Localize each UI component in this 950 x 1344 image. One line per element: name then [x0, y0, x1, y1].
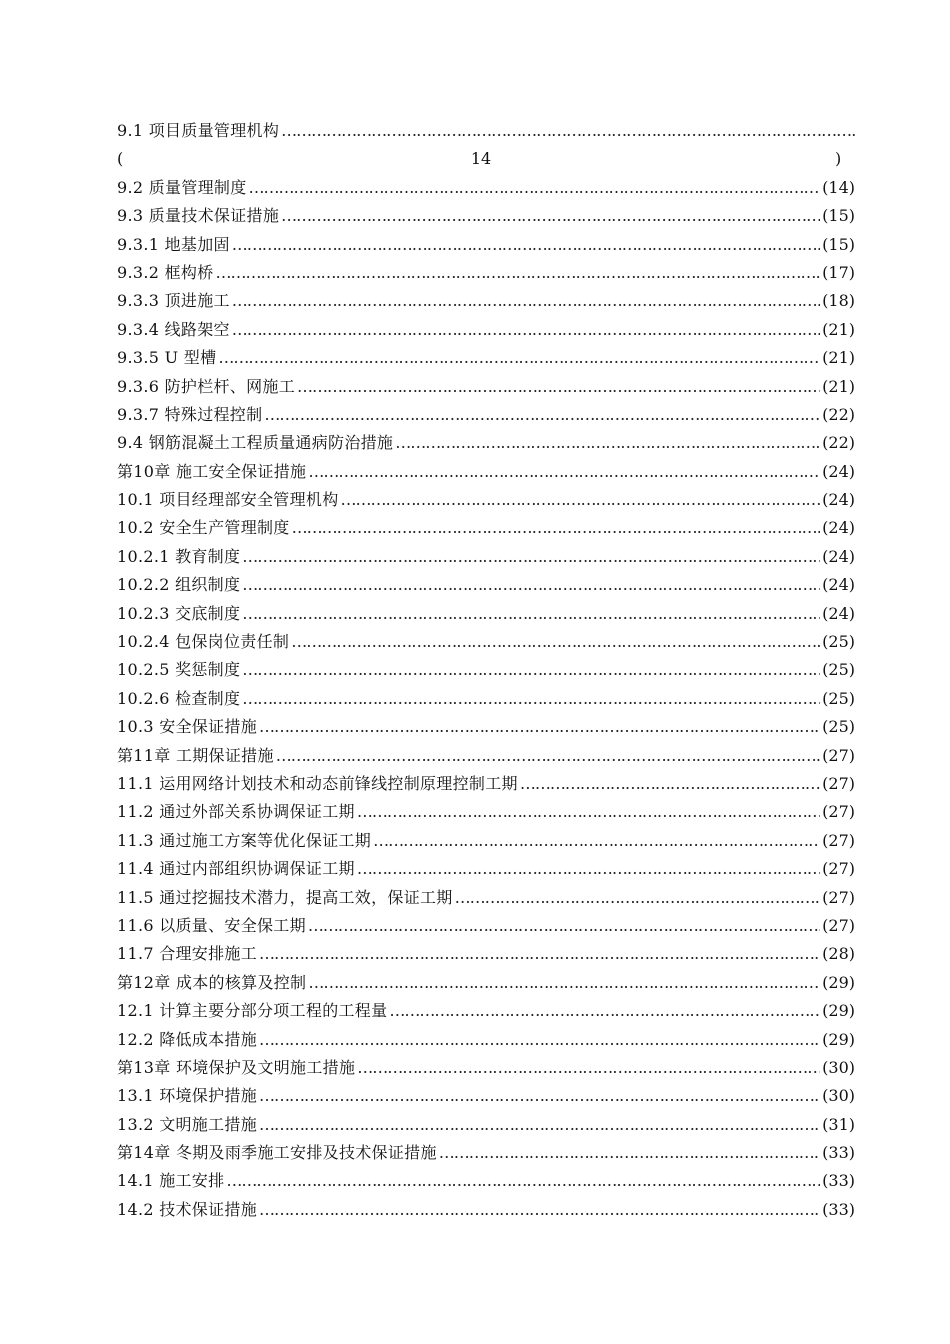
toc-entry-title: 9.1 项目质量管理机构 — [117, 121, 280, 140]
toc-entry-title: 11.3 通过施工方案等优化保证工期 — [117, 830, 372, 850]
dot-leader — [232, 287, 820, 315]
toc-entry-title: 11.5 通过挖掘技术潜力，提高工效，保证工期 — [117, 887, 453, 907]
toc-entry — [117, 344, 855, 372]
toc-entry-title: 10.2.2 组织制度 — [117, 575, 241, 595]
toc-entry-title: 9.3.4 线路架空 — [117, 319, 230, 339]
toc-entry-page: (25) — [822, 717, 855, 737]
toc-entry-page: (21) — [822, 348, 855, 368]
toc-entry-page: (24) — [822, 490, 855, 510]
dot-leader — [249, 174, 821, 202]
toc-entry — [117, 458, 855, 486]
toc-entry-page: (29) — [822, 972, 855, 992]
toc-entry-page: (25) — [822, 632, 855, 652]
toc-entry-title: 10.1 项目经理部安全管理机构 — [117, 490, 339, 510]
toc-entry-title: 14.2 技术保证措施 — [117, 1199, 258, 1219]
toc-entry-title: 12.2 降低成本措施 — [117, 1029, 258, 1049]
toc-entry — [117, 316, 855, 344]
toc-entry-title: 13.2 文明施工措施 — [117, 1114, 258, 1134]
toc-entry — [117, 401, 855, 429]
toc-entry — [117, 1054, 855, 1082]
toc-entry-title: 9.3.7 特殊过程控制 — [117, 404, 263, 424]
dot-leader — [242, 656, 820, 684]
toc-entry-page: (17) — [822, 262, 855, 282]
toc-entry-title: 10.2 安全生产管理制度 — [117, 518, 290, 538]
dot-leader — [520, 770, 820, 798]
toc-entry — [117, 656, 855, 684]
toc-entry — [117, 912, 855, 940]
dot-leader — [292, 514, 821, 542]
dot-leader — [232, 231, 820, 259]
toc-entry-page: (27) — [822, 745, 855, 765]
toc-entry — [117, 1167, 855, 1195]
toc-entry — [117, 1196, 855, 1224]
toc-entry-title: 9.3.2 框构桥 — [117, 262, 214, 282]
dot-leader — [291, 628, 820, 656]
dot-leader — [242, 685, 820, 713]
table-of-contents — [117, 117, 855, 1224]
toc-entry — [117, 1026, 855, 1054]
toc-entry — [117, 628, 855, 656]
toc-entry — [117, 571, 855, 599]
toc-entry-title: 10.2.1 教育制度 — [117, 546, 241, 566]
toc-entry-page: (22) — [822, 433, 855, 453]
toc-entry — [117, 855, 855, 883]
toc-entry-page: (27) — [822, 859, 855, 879]
dot-leader — [373, 827, 820, 855]
toc-entry — [117, 202, 855, 230]
toc-entry-title: 第12章 成本的核算及控制 — [117, 972, 307, 992]
toc-entry — [117, 429, 855, 457]
toc-entry — [117, 287, 855, 315]
toc-entry-page: (24) — [822, 546, 855, 566]
toc-entry-page: (31) — [822, 1114, 855, 1134]
dot-leader — [341, 486, 821, 514]
toc-entry-title: 9.3.6 防护栏杆、网施工 — [117, 376, 295, 396]
toc-entry — [117, 884, 855, 912]
dot-leader — [455, 884, 821, 912]
toc-entry-page: (27) — [822, 915, 855, 935]
toc-entry-page: (24) — [822, 518, 855, 538]
dot-leader — [242, 600, 820, 628]
toc-entry-page: (27) — [822, 773, 855, 793]
dot-leader — [308, 458, 820, 486]
dot-leader — [276, 742, 820, 770]
dot-leader — [308, 969, 820, 997]
toc-entry — [117, 543, 855, 571]
toc-entry-title: 10.2.5 奖惩制度 — [117, 660, 241, 680]
toc-entry-title: 10.2.6 检查制度 — [117, 688, 241, 708]
dot-leader — [259, 1111, 820, 1139]
toc-entry-title: 第13章 环境保护及文明施工措施 — [117, 1057, 356, 1077]
dot-leader — [281, 117, 855, 145]
toc-entry-title: 9.3.5 U 型槽 — [117, 348, 217, 368]
toc-entry — [117, 685, 855, 713]
toc-entry — [117, 1082, 855, 1110]
toc-entry — [117, 770, 855, 798]
dot-leader — [439, 1139, 820, 1167]
close-paren: ) — [835, 149, 842, 169]
dot-leader — [264, 401, 820, 429]
dot-leader — [242, 571, 820, 599]
toc-entry-page: (24) — [822, 603, 855, 623]
toc-entry-title: 9.2 质量管理制度 — [117, 177, 247, 197]
dot-leader — [259, 1196, 820, 1224]
toc-entry-page: (29) — [822, 1001, 855, 1021]
toc-entry — [117, 514, 855, 542]
toc-entry-page: (22) — [822, 404, 855, 424]
toc-entry-page: (15) — [822, 206, 855, 226]
toc-entry-page: (33) — [822, 1199, 855, 1219]
dot-leader — [308, 912, 820, 940]
toc-entry-title: 9.3 质量技术保证措施 — [117, 206, 280, 226]
toc-entry — [117, 259, 855, 287]
toc-entry — [117, 600, 855, 628]
toc-entry-page: 14 — [470, 149, 492, 169]
toc-entry — [117, 713, 855, 741]
toc-entry-title: 10.2.3 交底制度 — [117, 603, 241, 623]
toc-entry-title: 9.4 钢筋混凝土工程质量通病防治措施 — [117, 433, 394, 453]
dot-leader — [242, 543, 820, 571]
dot-leader — [389, 997, 820, 1025]
dot-leader — [297, 373, 820, 401]
toc-entry-title: 第14章 冬期及雨季施工安排及技术保证措施 — [117, 1143, 437, 1163]
toc-entry-title: 第11章 工期保证措施 — [117, 745, 274, 765]
dot-leader — [357, 798, 820, 826]
toc-entry-title: 10.3 安全保证措施 — [117, 717, 258, 737]
toc-entry — [117, 373, 855, 401]
toc-entry-page: (33) — [822, 1143, 855, 1163]
toc-entry-title: 9.3.1 地基加固 — [117, 234, 230, 254]
toc-entry-title: 11.6 以质量、安全保工期 — [117, 915, 306, 935]
toc-entry-title: 11.7 合理安排施工 — [117, 944, 258, 964]
dot-leader — [259, 1082, 820, 1110]
toc-entry-page: (15) — [822, 234, 855, 254]
toc-entry — [117, 798, 855, 826]
toc-entry-title: 9.3.3 顶进施工 — [117, 291, 230, 311]
dot-leader — [395, 429, 820, 457]
toc-entry-page-wrapped — [117, 145, 855, 173]
toc-entry-title: 11.2 通过外部关系协调保证工期 — [117, 802, 355, 822]
toc-entry-page: (24) — [822, 461, 855, 481]
dot-leader — [216, 259, 821, 287]
toc-entry-title: 11.1 运用网络计划技术和动态前锋线控制原理控制工期 — [117, 773, 518, 793]
toc-entry — [117, 997, 855, 1025]
toc-entry — [117, 1111, 855, 1139]
dot-leader — [226, 1167, 820, 1195]
toc-entry-page: (27) — [822, 802, 855, 822]
toc-entry — [117, 742, 855, 770]
toc-entry — [117, 174, 855, 202]
toc-entry-list — [117, 174, 855, 1224]
dot-leader — [259, 940, 820, 968]
dot-leader — [218, 344, 820, 372]
toc-entry-title: 14.1 施工安排 — [117, 1171, 225, 1191]
dot-leader — [259, 1026, 820, 1054]
toc-entry-title: 12.1 计算主要分部分项工程的工程量 — [117, 1001, 388, 1021]
toc-entry — [117, 940, 855, 968]
toc-entry — [117, 231, 855, 259]
toc-entry-page: (14) — [822, 177, 855, 197]
toc-entry-page: (30) — [822, 1057, 855, 1077]
toc-entry-title: 第10章 施工安全保证措施 — [117, 461, 307, 481]
toc-entry-title: 10.2.4 包保岗位责任制 — [117, 632, 290, 652]
toc-entry — [117, 486, 855, 514]
toc-entry — [117, 969, 855, 997]
toc-entry-page: (27) — [822, 830, 855, 850]
toc-entry — [117, 1139, 855, 1167]
toc-entry-page: (25) — [822, 688, 855, 708]
toc-entry — [117, 117, 855, 145]
toc-entry-page: (29) — [822, 1029, 855, 1049]
toc-entry-title: 11.4 通过内部组织协调保证工期 — [117, 859, 355, 879]
dot-leader — [259, 713, 820, 741]
dot-leader — [232, 316, 820, 344]
toc-entry-page: (18) — [822, 291, 855, 311]
dot-leader — [357, 855, 820, 883]
toc-entry — [117, 827, 855, 855]
dot-leader — [357, 1054, 820, 1082]
toc-entry-page: (27) — [822, 887, 855, 907]
toc-entry-page: (21) — [822, 319, 855, 339]
toc-entry-page: (24) — [822, 575, 855, 595]
toc-entry-page: (21) — [822, 376, 855, 396]
dot-leader — [281, 202, 820, 230]
toc-entry-page: (25) — [822, 660, 855, 680]
toc-entry-title: 13.1 环境保护措施 — [117, 1086, 258, 1106]
toc-entry-page: (33) — [822, 1171, 855, 1191]
toc-entry-page: (30) — [822, 1086, 855, 1106]
toc-entry-page: (28) — [822, 944, 855, 964]
open-paren: ( — [117, 149, 124, 169]
